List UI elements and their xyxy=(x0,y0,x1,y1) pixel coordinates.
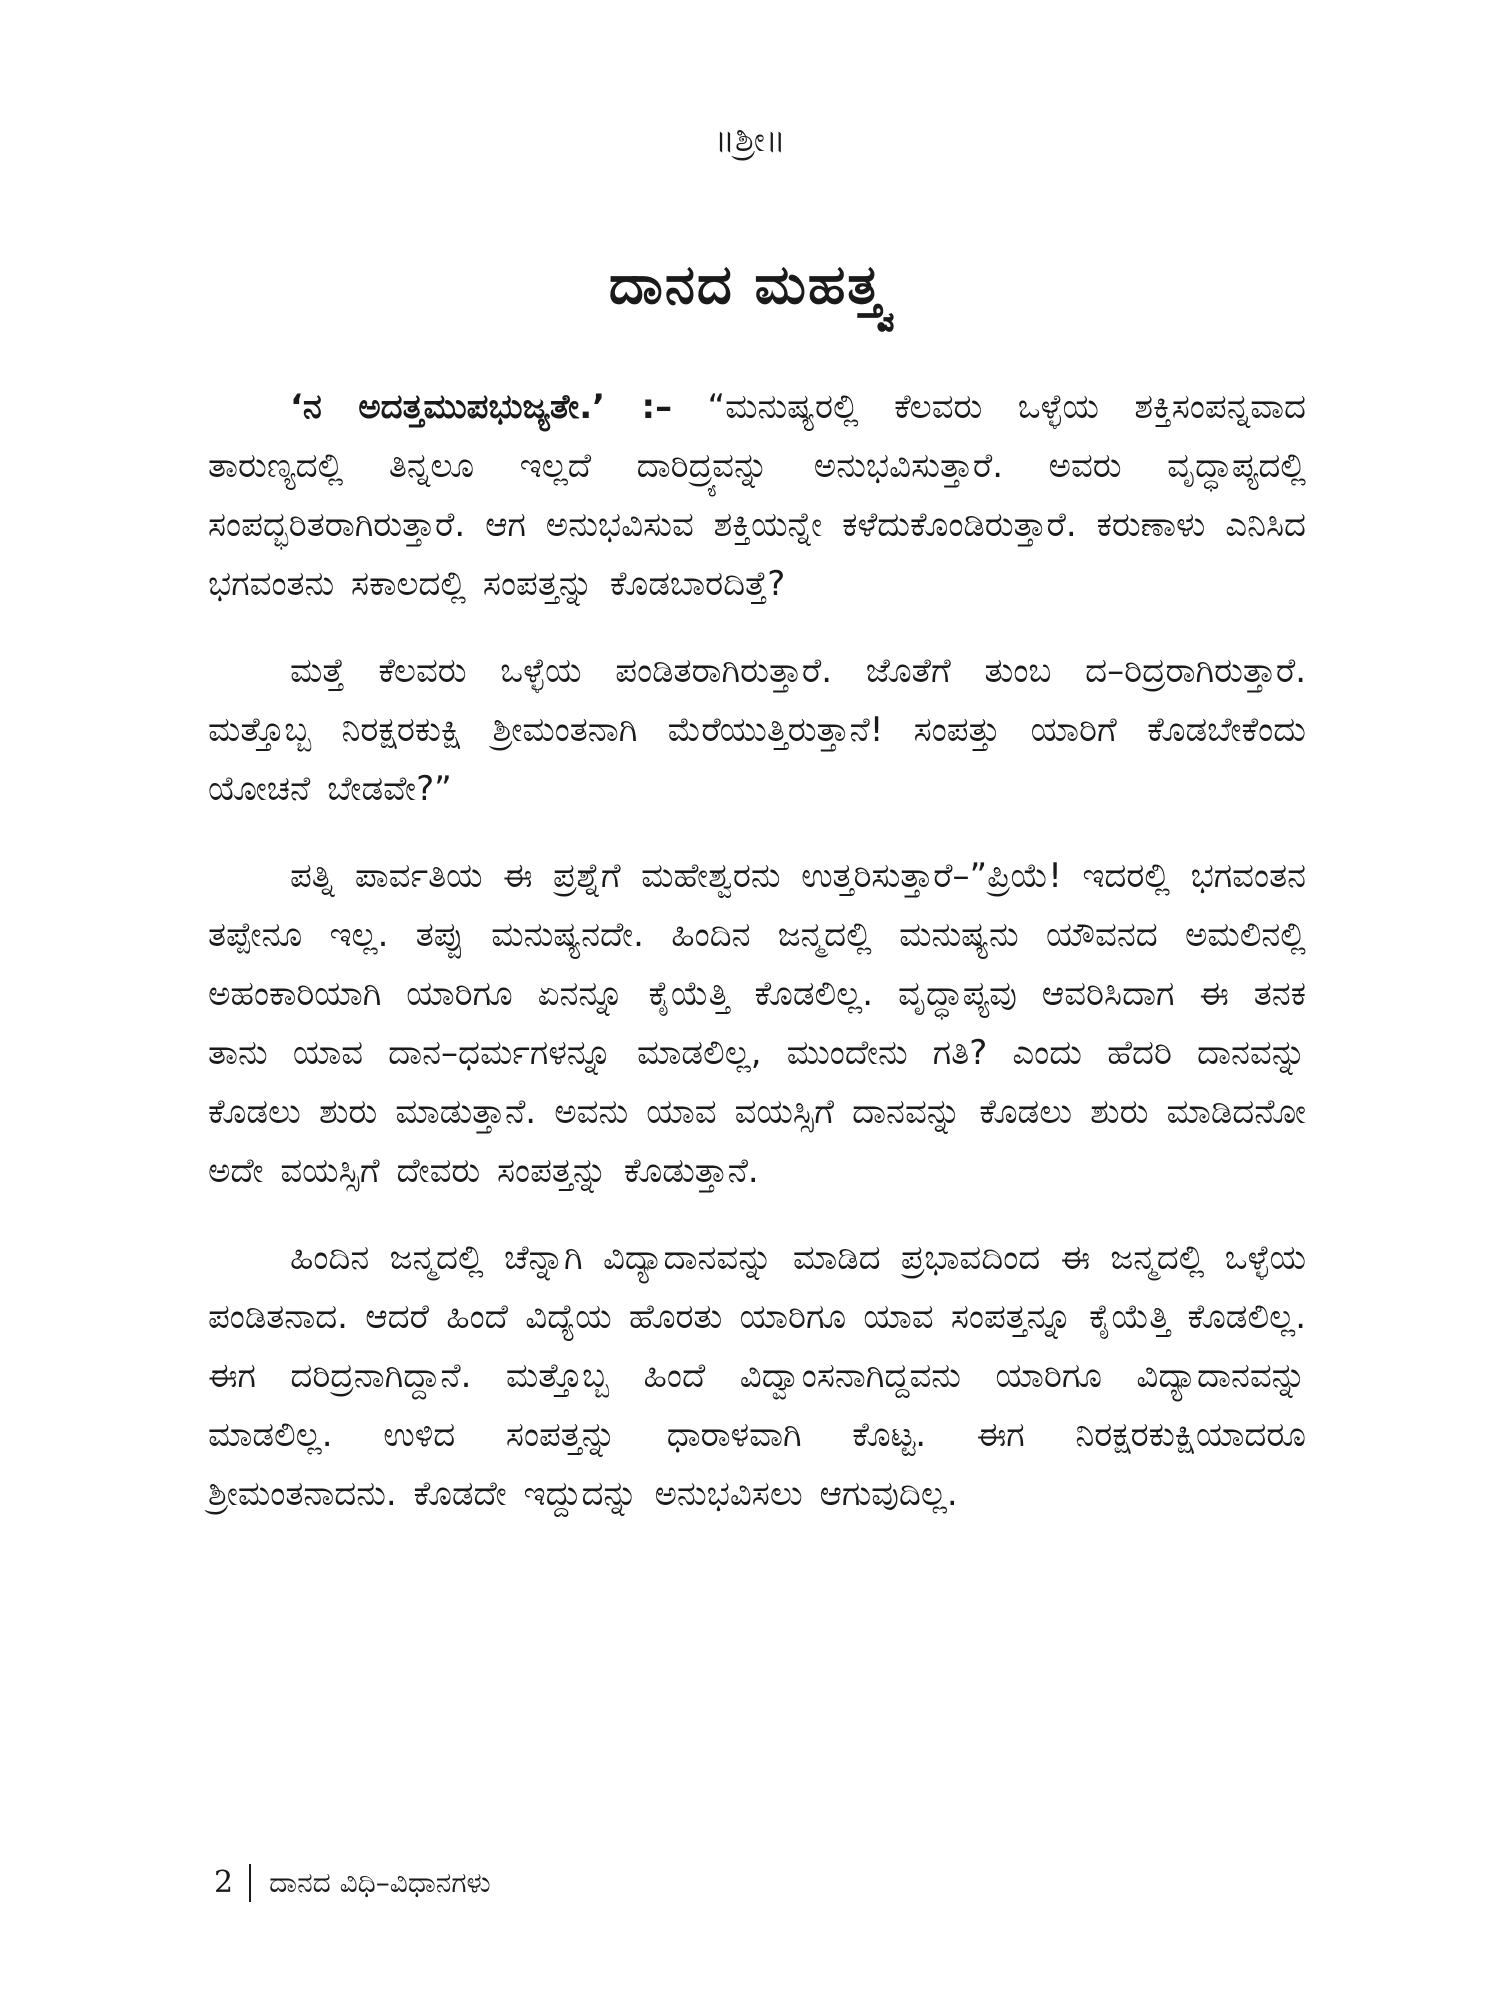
book-title: ದಾನದ ವಿಧಿ–ವಿಧಾನಗಳು xyxy=(269,1866,491,1899)
paragraph xyxy=(208,1229,1306,1524)
paragraph-text: ಹಿಂದಿನ ಜನ್ಮದಲ್ಲಿ ಚೆನ್ನಾಗಿ ವಿದ್ಯಾದಾನವನ್ನು ಮಾಡಿದ ಪ್ರಭಾವದಿಂದ ಈ ಜನ್ಮದಲ್ಲಿ ಒಳ್ಳೆಯ ಪಂಡಿತನಾದ. ಆದರೆ ಹಿಂದೆ ವಿದ್ಯೆಯ ಹೊರತು ಯಾರಿಗೂ ಯಾವ ಸಂಪತ್ತನ್ನೂ ಕೈಯೆತ್ತಿ ಕೊಡಲಿಲ್ಲ. ಈಗ ದರಿದ್ರನಾಗಿದ್ದಾನೆ. ಮತ್ತೊಬ್ಬ ಹಿಂದೆ ವಿದ್ವಾಂಸನಾಗಿದ್ದವನು ಯಾರಿಗೂ ವಿದ್ಯಾದಾನವನ್ನು ಮಾಡಲಿಲ್ಲ. ಉಳಿದ ಸಂಪತ್ತನ್ನು ಧಾರಾಳವಾಗಿ ಕೊಟ್ಟ. ಈಗ ನಿರಕ್ಷರಕುಕ್ಷಿಯಾದರೂ ಶ್ರೀಮಂತನಾದನು. ಕೊಡದೇ ಇದ್ದುದನ್ನು ಅನುಭವಿಸಲು ಆಗುವುದಿಲ್ಲ. xyxy=(208,1238,1306,1514)
body-text xyxy=(208,378,1306,1552)
paragraph xyxy=(208,378,1306,614)
invocation-header: ॥ಶ್ರೀ॥ xyxy=(714,120,786,160)
paragraph xyxy=(208,642,1306,819)
page-title: ದಾನದ ಮಹತ್ತ್ವ xyxy=(608,253,892,316)
paragraph-text: ಮತ್ತೆ ಕೆಲವರು ಒಳ್ಳೆಯ ಪಂಡಿತರಾಗಿರುತ್ತಾರೆ. ಜೊತೆಗೆ ತುಂಬ ದ–ರಿದ್ರರಾಗಿರುತ್ತಾರೆ. ಮತ್ತೊಬ್ಬ ನಿರಕ್ಷರಕುಕ್ಷಿ ಶ್ರೀಮಂತನಾಗಿ ಮೆರೆಯುತ್ತಿರುತ್ತಾನೆ! ಸಂಪತ್ತು ಯಾರಿಗೆ ಕೊಡಬೇಕೆಂದು ಯೋಚನೆ ಬೇಡವೇ?” xyxy=(208,651,1306,809)
paragraph-text: ಪತ್ನಿ ಪಾರ್ವತಿಯ ಈ ಪ್ರಶ್ನೆಗೆ ಮಹೇಶ್ವರನು ಉತ್ತರಿಸುತ್ತಾರೆ–”ಪ್ರಿಯೆ! ಇದರಲ್ಲಿ ಭಗವಂತನ ತಪ್ಪೇನೂ ಇಲ್ಲ. ತಪ್ಪು ಮನುಷ್ಯನದೇ. ಹಿಂದಿನ ಜನ್ಮದಲ್ಲಿ ಮನುಷ್ಯನು ಯೌವನದ ಅಮಲಿನಲ್ಲಿ ಅಹಂಕಾರಿಯಾಗಿ ಯಾರಿಗೂ ಏನನ್ನೂ ಕೈಯೆತ್ತಿ ಕೊಡಲಿಲ್ಲ. ವೃದ್ಧಾಪ್ಯವು ಆವರಿಸಿದಾಗ ಈ ತನಕ ತಾನು ಯಾವ ದಾನ–ಧರ್ಮಗಳನ್ನೂ ಮಾಡಲಿಲ್ಲ, ಮುಂದೇನು ಗತಿ? ಎಂದು ಹೆದರಿ ದಾನವನ್ನು ಕೊಡಲು ಶುರು ಮಾಡುತ್ತಾನೆ. ಅವನು ಯಾವ ವಯಸ್ಸಿಗೆ ದಾನವನ್ನು ಕೊಡಲು ಶುರು ಮಾಡಿದನೋ ಅದೇ ವಯಸ್ಸಿಗೆ ದೇವರು ಸಂಪತ್ತನ್ನು ಕೊಡುತ್ತಾನೆ. xyxy=(208,856,1306,1191)
paragraph-text: “ಮನುಷ್ಯರಲ್ಲಿ ಕೆಲವರು ಒಳ್ಳೆಯ ಶಕ್ತಿಸಂಪನ್ನವಾದ ತಾರುಣ್ಯದಲ್ಲಿ ತಿನ್ನಲೂ ಇಲ್ಲದೆ ದಾರಿದ್ರ್ಯವನ್ನು ಅನುಭವಿಸುತ್ತಾರೆ. ಅವರು ವೃದ್ಧಾಪ್ಯದಲ್ಲಿ ಸಂಪದ್ಭರಿತರಾಗಿರುತ್ತಾರೆ. ಆಗ ಅನುಭವಿಸುವ ಶಕ್ತಿಯನ್ನೇ ಕಳೆದುಕೊಂಡಿರುತ್ತಾರೆ. ಕರುಣಾಳು ಎನಿಸಿದ ಭಗವಂತನು ಸಕಾಲದಲ್ಲಿ ಸಂಪತ್ತನ್ನು ಕೊಡಬಾರದಿತ್ತೆ? xyxy=(208,387,1307,604)
footer-divider xyxy=(249,1864,251,1902)
page-number: 2 xyxy=(214,1865,234,1900)
paragraph xyxy=(208,847,1306,1201)
paragraph-lead: ‘ನ ಅದತ್ತಮುಪಭುಜ್ಯತೇ.’ :– xyxy=(290,387,673,427)
page-footer xyxy=(214,1864,491,1902)
